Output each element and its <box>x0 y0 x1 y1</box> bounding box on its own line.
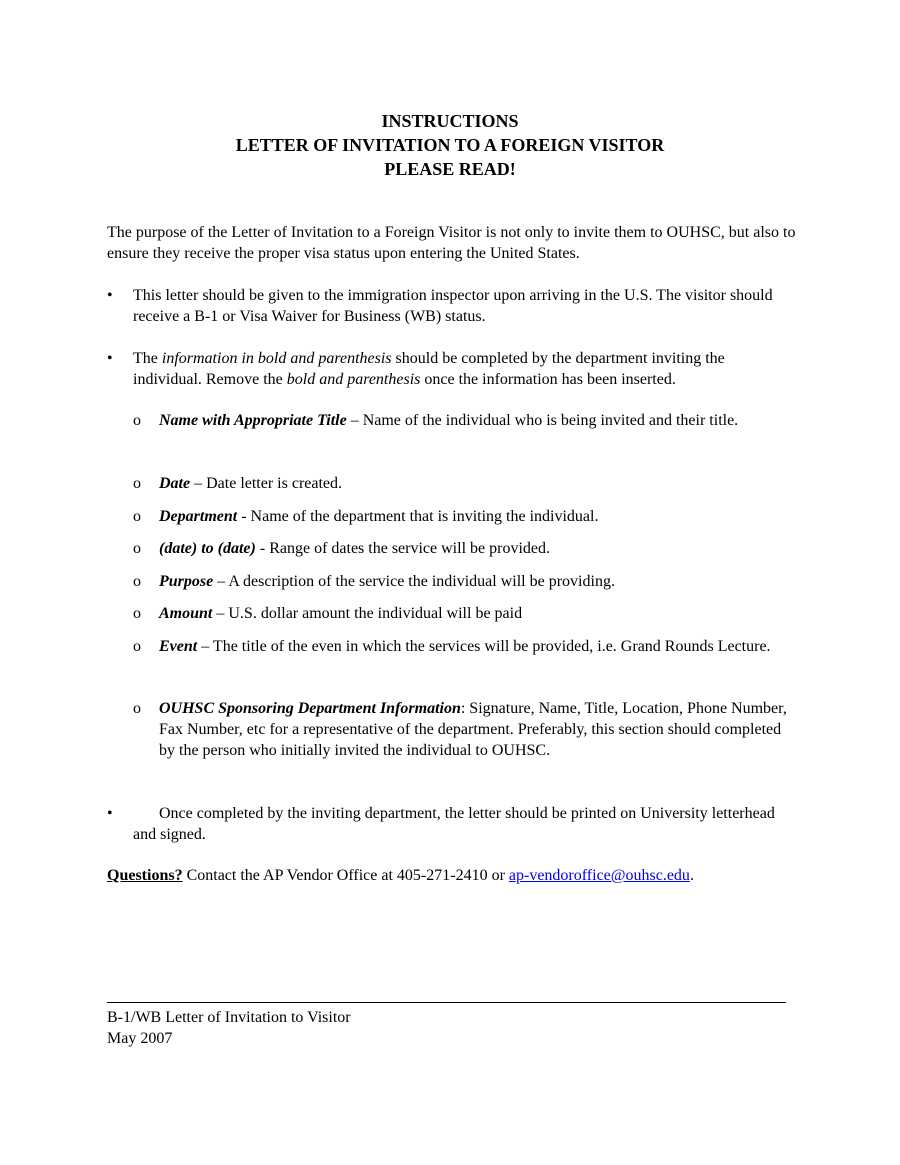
sub-item-text <box>159 698 797 761</box>
header-notice: PLEASE READ! <box>384 159 516 179</box>
italic-run: information in bold and parenthesis <box>161 350 392 367</box>
text-run: The <box>133 350 162 367</box>
sub-bullet-icon: o <box>133 412 141 429</box>
header-subtitle: LETTER OF INVITATION TO A FOREIGN VISITOR <box>235 135 665 155</box>
sub-item-text <box>159 636 797 657</box>
sub-item-desc: - Range of dates the service will be provided. <box>255 540 550 557</box>
sub-bullet-icon: o <box>133 605 141 622</box>
sub-item <box>133 410 797 431</box>
sub-item-text <box>159 410 797 431</box>
italic-run: bold and parenthesis <box>286 371 421 388</box>
bullet-item <box>107 803 797 845</box>
sub-item <box>133 636 797 657</box>
sub-item-text <box>159 603 797 624</box>
sub-item-text <box>159 506 797 527</box>
questions-label: Questions? <box>107 867 183 884</box>
text-run: Once completed by the inviting department, the letter should be printed on University letterhead and signed. <box>133 805 775 843</box>
sub-item-text <box>159 571 797 592</box>
sub-item-term: Department <box>159 508 238 525</box>
text-run: once the information has been inserted. <box>420 371 676 388</box>
sub-bullet-icon: o <box>133 573 141 590</box>
bullet-icon: • <box>107 350 113 367</box>
sub-item <box>133 506 797 527</box>
sub-item-desc: – The title of the even in which the services will be provided, i.e. Grand Rounds Lecture. <box>197 638 771 655</box>
document-header <box>0 109 900 181</box>
sub-bullet-icon: o <box>133 540 141 557</box>
header-title: INSTRUCTIONS <box>381 111 519 131</box>
sub-bullet-icon: o <box>133 700 141 717</box>
bullet-icon: • <box>107 287 113 304</box>
questions-end: . <box>689 867 694 884</box>
intro-paragraph: The purpose of the Letter of Invitation to a Foreign Visitor is not only to invite them to OUHSC, but also to ensure they receive the proper visa status upon entering the United States. <box>107 224 796 262</box>
sub-item-desc: – U.S. dollar amount the individual will be paid <box>212 605 523 622</box>
bullet-text: This letter should be given to the immigration inspector upon arriving in the U.S. The visitor should receive a B-1 or Visa Waiver for Business (WB) status. <box>133 287 773 325</box>
sub-item-desc: – Date letter is created. <box>190 475 343 492</box>
sub-item-term: (date) to (date) <box>159 540 256 557</box>
bullet-text <box>133 348 797 390</box>
bullet-text <box>133 803 797 845</box>
sub-item-text <box>159 473 797 494</box>
vendor-email-link[interactable]: ap-vendoroffice@ouhsc.edu <box>508 867 690 884</box>
sub-item <box>133 603 797 624</box>
sub-item <box>133 473 797 494</box>
sub-item-desc: – A description of the service the individual will be providing. <box>213 573 615 590</box>
sub-bullet-icon: o <box>133 475 141 492</box>
sub-item <box>133 538 797 559</box>
document-footer <box>107 1007 707 1049</box>
sub-item <box>133 571 797 592</box>
sub-item-term: Event <box>159 638 198 655</box>
sub-item-desc: - Name of the department that is inviting the individual. <box>237 508 599 525</box>
sub-bullet-icon: o <box>133 508 141 525</box>
footer-divider <box>107 1002 786 1003</box>
sub-item-term: Amount <box>159 605 213 622</box>
sub-item <box>133 698 797 761</box>
sub-item-term: Name with Appropriate Title <box>159 412 347 429</box>
sub-item-text <box>159 538 797 559</box>
bullet-icon: • <box>107 805 113 822</box>
sub-item-desc: – Name of the individual who is being invited and their title. <box>346 412 739 429</box>
questions-paragraph <box>107 865 797 886</box>
text-run: should be completed by the department inviting the individual. Remove the <box>133 350 725 388</box>
sub-bullet-icon: o <box>133 638 141 655</box>
sub-item-term: Purpose <box>159 573 214 590</box>
footer-date: May 2007 <box>107 1030 173 1047</box>
sub-item-term: Date <box>159 475 191 492</box>
sub-item-desc: : Signature, Name, Title, Location, Phone Number, Fax Number, etc for a representative of the department. Preferably, this section should completed by the person who initially invited the individual to OUHSC. <box>159 700 787 759</box>
questions-text: Contact the AP Vendor Office at 405-271-2410 or <box>182 867 509 884</box>
sub-item-term: OUHSC Sponsoring Department Information <box>159 700 461 717</box>
bullet-item <box>107 348 797 390</box>
bullet-item <box>107 285 797 327</box>
footer-title: B-1/WB Letter of Invitation to Visitor <box>107 1009 351 1026</box>
